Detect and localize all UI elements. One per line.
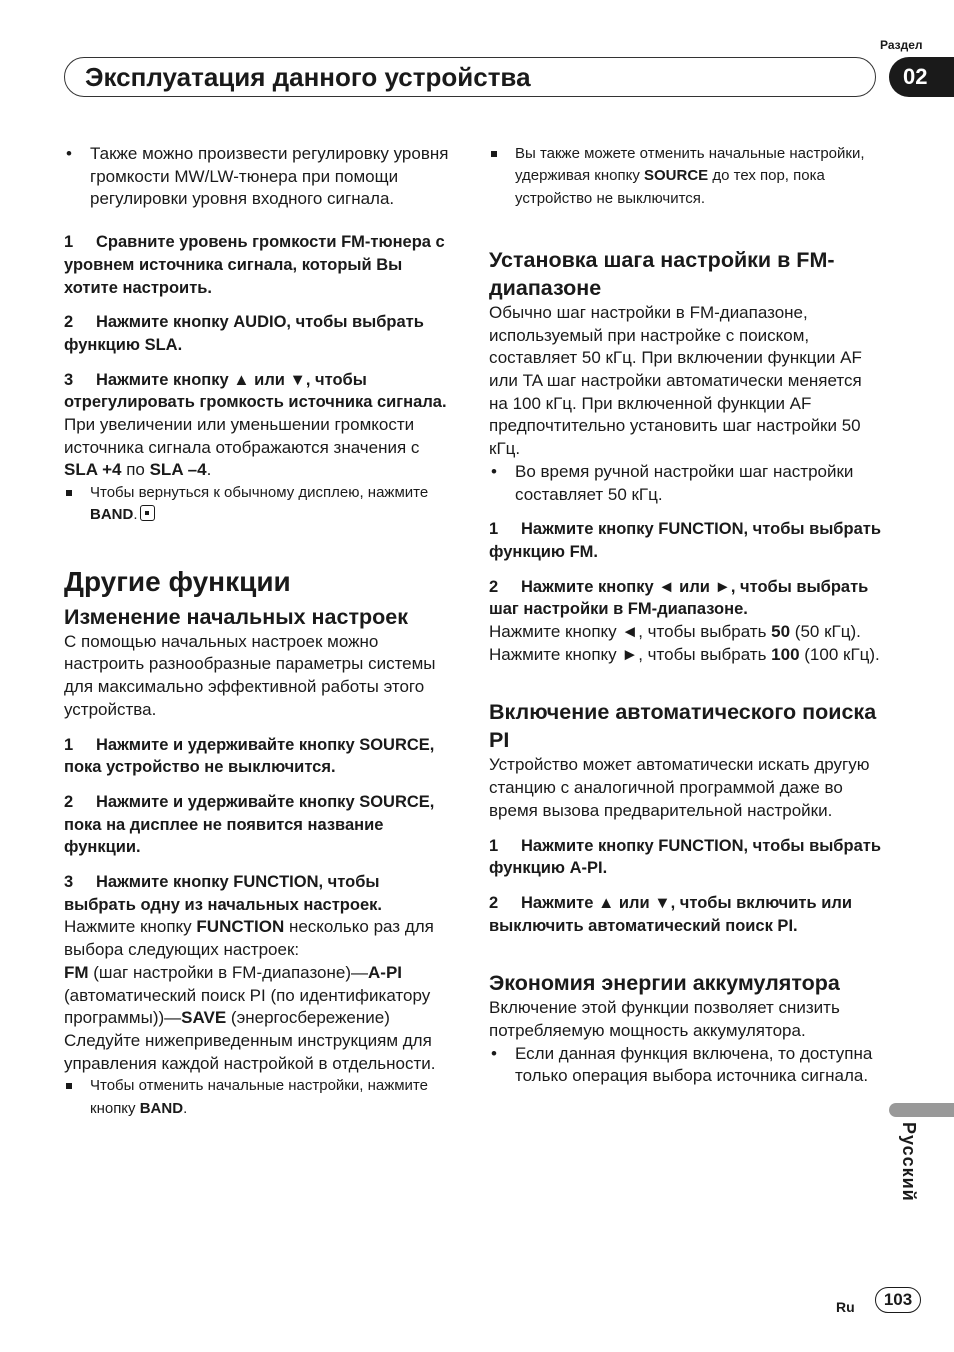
fm-step-2: 2 Нажмите кнопку ◄ или ►, чтобы выбрать шаг настройки в FM-диапазоне. [489,577,869,619]
language-code: Ru [836,1299,855,1315]
right-column [489,143,881,1088]
note-item: Чтобы отменить начальные настройки, нажмите кнопку BAND. [64,1075,452,1120]
pi-search-text: Устройство может автоматически искать другую станцию с аналогичной программой даже во время вызова предварительной настройки. [489,755,870,820]
initial-settings-text: С помощью начальных настроек можно настроить разнообразные параметры системы для максимально эффективной работы этого устройства. [64,631,436,719]
step-3-text: При увеличении или уменьшении громкости источника сигнала отображаются значения с SLA +4 по SLA –4. [64,415,420,480]
battery-saving-text: Включение этой функции позволяет снизить потребляемую мощность аккумулятора. [489,998,840,1041]
left-column [64,143,452,1120]
step-3: 3 Нажмите кнопку ▲ или ▼, чтобы отрегулировать громкость источника сигнала. [64,370,447,412]
initial-step-3: 3 Нажмите кнопку FUNCTION, чтобы выбрать одну из начальных настроек. [64,873,382,914]
heading-battery-saving: Экономия энергии аккумулятора [489,971,840,996]
step-2: 2 Нажмите кнопку AUDIO, чтобы выбрать функцию SLA. [64,313,424,354]
language-tab [889,1103,954,1117]
bullet-item: • Если данная функция включена, то доступна только операция выбора источника сигнала. [489,1043,881,1088]
fm-step-2-text: Нажмите кнопку ◄, чтобы выбрать 50 (50 кГц). Нажмите кнопку ►, чтобы выбрать 100 (100 кГц). [489,622,880,664]
end-mark-icon [140,505,155,521]
language-label: Русский [899,1122,919,1202]
settings-list: FM (шаг настройки в FM-диапазоне)—A-PI (автоматический поиск PI (по идентификатору программы))—SAVE (энергосбережение) [64,962,431,1028]
header-bar [64,57,876,97]
section-label: Раздел [880,38,923,52]
heading-other-functions: Другие функции [64,565,291,597]
pi-step-1: 1 Нажмите кнопку FUNCTION, чтобы выбрать функцию A-PI. [489,836,881,878]
section-number-tab: 02 [889,57,954,97]
fm-step-1: 1 Нажмите кнопку FUNCTION, чтобы выбрать функцию FM. [489,520,881,561]
initial-step-3-text: Нажмите кнопку FUNCTION несколько раз для выбора следующих настроек: [64,917,434,960]
heading-pi-search: Включение автоматического поиска PI [489,700,877,753]
pi-step-2: 2 Нажмите ▲ или ▼, чтобы включить или выключить автоматический поиск PI. [489,893,852,935]
heading-tuning-step: Установка шага настройки в FM-диапазоне [489,247,835,300]
page-title: Эксплуатация данного устройства [85,62,531,92]
step-1: 1 Сравните уровень громкости FM-тюнера с уровнем источника сигнала, который Вы хотите настроить. [64,233,445,297]
page-number: 103 [875,1287,921,1313]
bullet-item: • Во время ручной настройки шаг настройки составляет 50 кГц. [489,461,881,506]
note-item: Вы также можете отменить начальные настройки, удерживая кнопку SOURCE до тех пор, пока устройство не выключится. [489,143,881,210]
initial-step-1: 1 Нажмите и удерживайте кнопку SOURCE, пока устройство не выключится. [64,735,435,777]
note-item: Чтобы вернуться к обычному дисплею, нажмите BAND. [64,482,452,527]
tuning-step-text: Обычно шаг настройки в FM-диапазоне, используемый при настройке с поиском, составляет 50 кГц. При включении функции AF или TA шаг настройки автоматически меняется на 100 кГц. При включенной функции AF предпочтительно установить шаг настройки 50 кГц. [489,302,862,459]
initial-step-2: 2 Нажмите и удерживайте кнопку SOURCE, пока на дисплее не появится название функции. [64,792,435,857]
heading-initial-settings: Изменение начальных настроек [64,604,408,629]
bullet-item: • Также можно произвести регулировку уровня громкости MW/LW-тюнера при помощи регулировки уровня входного сигнала. [64,143,452,211]
follow-text: Следуйте нижеприведенным инструкциям для управления каждой настройкой в отдельности. [64,1030,436,1073]
